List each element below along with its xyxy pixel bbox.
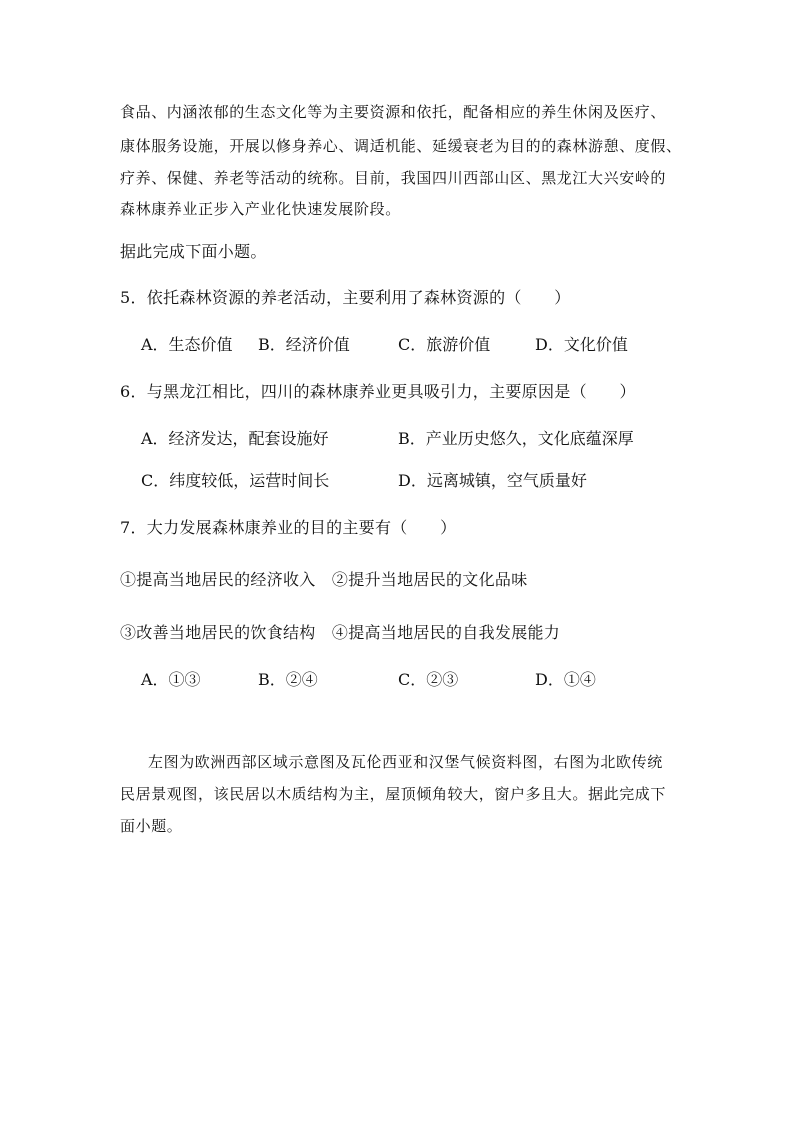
question-5-stem: 5．依托森林资源的养老活动，主要利用了森林资源的（ ）	[120, 288, 571, 307]
question-7-stem: 7．大力发展森林康养业的目的主要有（ ）	[120, 518, 457, 537]
question-7-option-d: D．①④	[535, 670, 596, 689]
passage-line: 疗养、保健、养老等活动的统称。目前，我国四川西部山区、黑龙江大兴安岭的	[120, 169, 667, 187]
passage-line: 食品、内涵浓郁的生态文化等为主要资源和依托，配备相应的养生休闲及医疗、	[120, 103, 667, 121]
question-5-option-c: C．旅游价值	[398, 335, 491, 354]
question-7-option-b: B．②④	[258, 670, 318, 689]
passage-line: 森林康养业正步入产业化快速发展阶段。	[120, 200, 401, 218]
question-6-option-a: A．经济发达，配套设施好	[141, 429, 329, 448]
question-7-option-a: A．①③	[141, 670, 201, 689]
question-6-option-d: D．远离城镇，空气质量好	[398, 471, 587, 490]
question-6-option-c: C．纬度较低，运营时间长	[141, 471, 330, 490]
passage-line: 左图为欧洲西部区域示意图及瓦伦西亚和汉堡气候资料图，右图为北欧传统	[148, 753, 663, 771]
question-5-option-a: A．生态价值	[141, 335, 233, 354]
question-5-option-d: D．文化价值	[535, 335, 628, 354]
question-6-stem: 6．与黑龙江相比，四川的森林康养业更具吸引力，主要原因是（ ）	[120, 382, 636, 401]
question-7-statements: ①提高当地居民的经济收入 ②提升当地居民的文化品味	[120, 570, 528, 589]
question-7-statements: ③改善当地居民的饮食结构 ④提高当地居民的自我发展能力	[120, 623, 561, 642]
question-6-option-b: B．产业历史悠久，文化底蕴深厚	[398, 429, 634, 448]
passage-line: 面小题。	[120, 817, 183, 835]
instruction-text: 据此完成下面小题。	[120, 242, 267, 261]
passage-line: 康体服务设施，开展以修身养心、调适机能、延缓衰老为目的的森林游憩、度假、	[120, 137, 682, 155]
question-7-option-c: C．②③	[398, 670, 459, 689]
question-5-option-b: B．经济价值	[258, 335, 350, 354]
passage-line: 民居景观图，该民居以木质结构为主，屋顶倾角较大，窗户多且大。据此完成下	[120, 785, 667, 803]
